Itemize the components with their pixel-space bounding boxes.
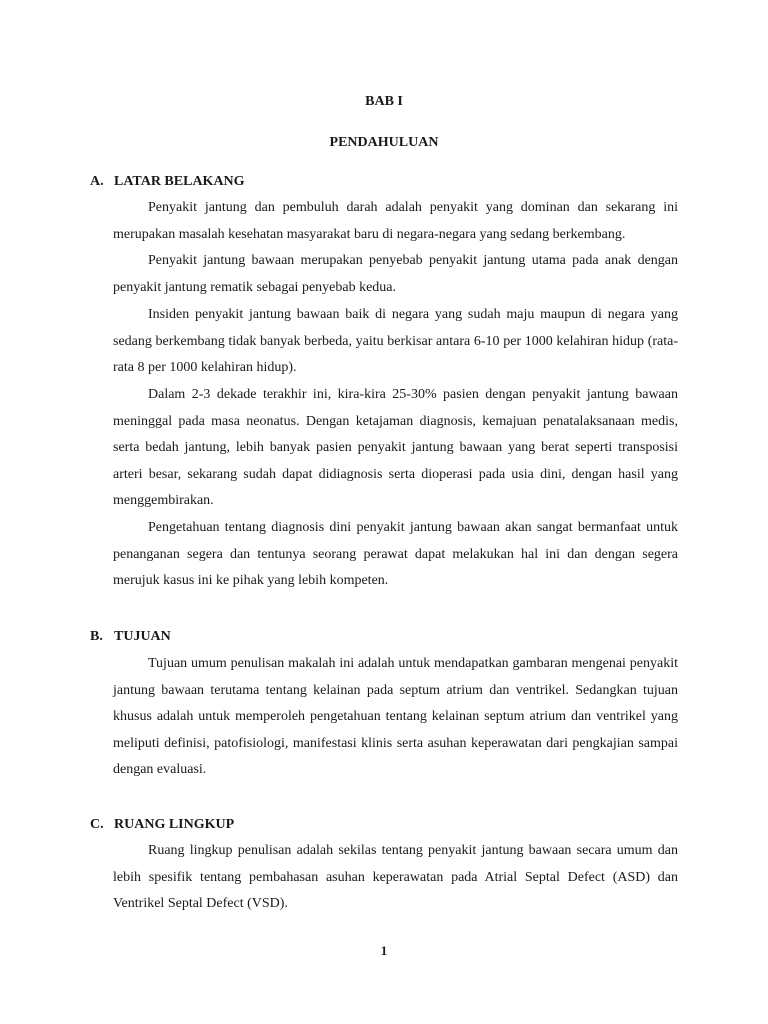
section-title: RUANG LINGKUP [114, 817, 235, 832]
paragraph: Penyakit jantung dan pembuluh darah adalah penyakit yang dominan dan sekarang ini merupakan masalah kesehatan masyarakat baru di negara-negara yang sedang berkembang. [113, 200, 678, 242]
section-letter: A. [90, 174, 104, 189]
section-title: LATAR BELAKANG [114, 174, 245, 189]
paragraph: Dalam 2-3 dekade terakhir ini, kira-kira 25-30% pasien dengan penyakit jantung bawaan meninggal pada masa neonatus. Dengan ketajaman diagnosis, kemajuan penatalaksanaan medis, serta bedah jantung, lebih banyak pasien penyakit jantung bawaan yang berat seperti transposisi arteri besar, sekarang sudah dapat didiagnosis serta dioperasi pada usia dini, dengan hasil yang menggembirakan. [113, 387, 678, 508]
paragraph: Pengetahuan tentang diagnosis dini penyakit jantung bawaan akan sangat bermanfaat untuk penanganan segera dan tentunya seorang perawat dapat melakukan hal ini dan dengan segera merujuk kasus ini ke pihak yang lebih kompeten. [113, 520, 678, 588]
section-letter: C. [90, 817, 104, 832]
section-letter: B. [90, 629, 103, 644]
paragraph: Ruang lingkup penulisan adalah sekilas tentang penyakit jantung bawaan secara umum dan lebih spesifik tentang pembahasan asuhan keperawatan pada Atrial Septal Defect (ASD) dan Ventrikel Septal Defect (VSD). [113, 843, 678, 911]
chapter-title: PENDAHULUAN [329, 135, 439, 150]
chapter-number: BAB I [365, 94, 403, 109]
page-number: 1 [380, 943, 388, 958]
paragraph: Tujuan umum penulisan makalah ini adalah untuk mendapatkan gambaran mengenai penyakit jantung bawaan terutama tentang kelainan pada septum atrium dan ventrikel. Sedangkan tujuan khusus adalah untuk memperoleh pengetahuan tentang kelainan septum atrium dan ventrikel yang meliputi definisi, patofisiologi, manifestasi klinis serta asuhan keperawatan dari pengkajian sampai dengan evaluasi. [113, 656, 678, 777]
paragraph: Penyakit jantung bawaan merupakan penyebab penyakit jantung utama pada anak dengan penyakit jantung rematik sebagai penyebab kedua. [113, 253, 678, 295]
section-heading-tujuan [90, 628, 171, 646]
paragraph: Insiden penyakit jantung bawaan baik di negara yang sudah maju maupun di negara yang sedang berkembang tidak banyak berbeda, yaitu berkisar antara 6-10 per 1000 kelahiran hidup (rata-rata 8 per 1000 kelahiran hidup). [113, 307, 678, 375]
section-title: TUJUAN [114, 629, 171, 644]
section-heading-ruang-lingkup [90, 816, 234, 834]
section-heading-latar-belakang [90, 173, 245, 191]
